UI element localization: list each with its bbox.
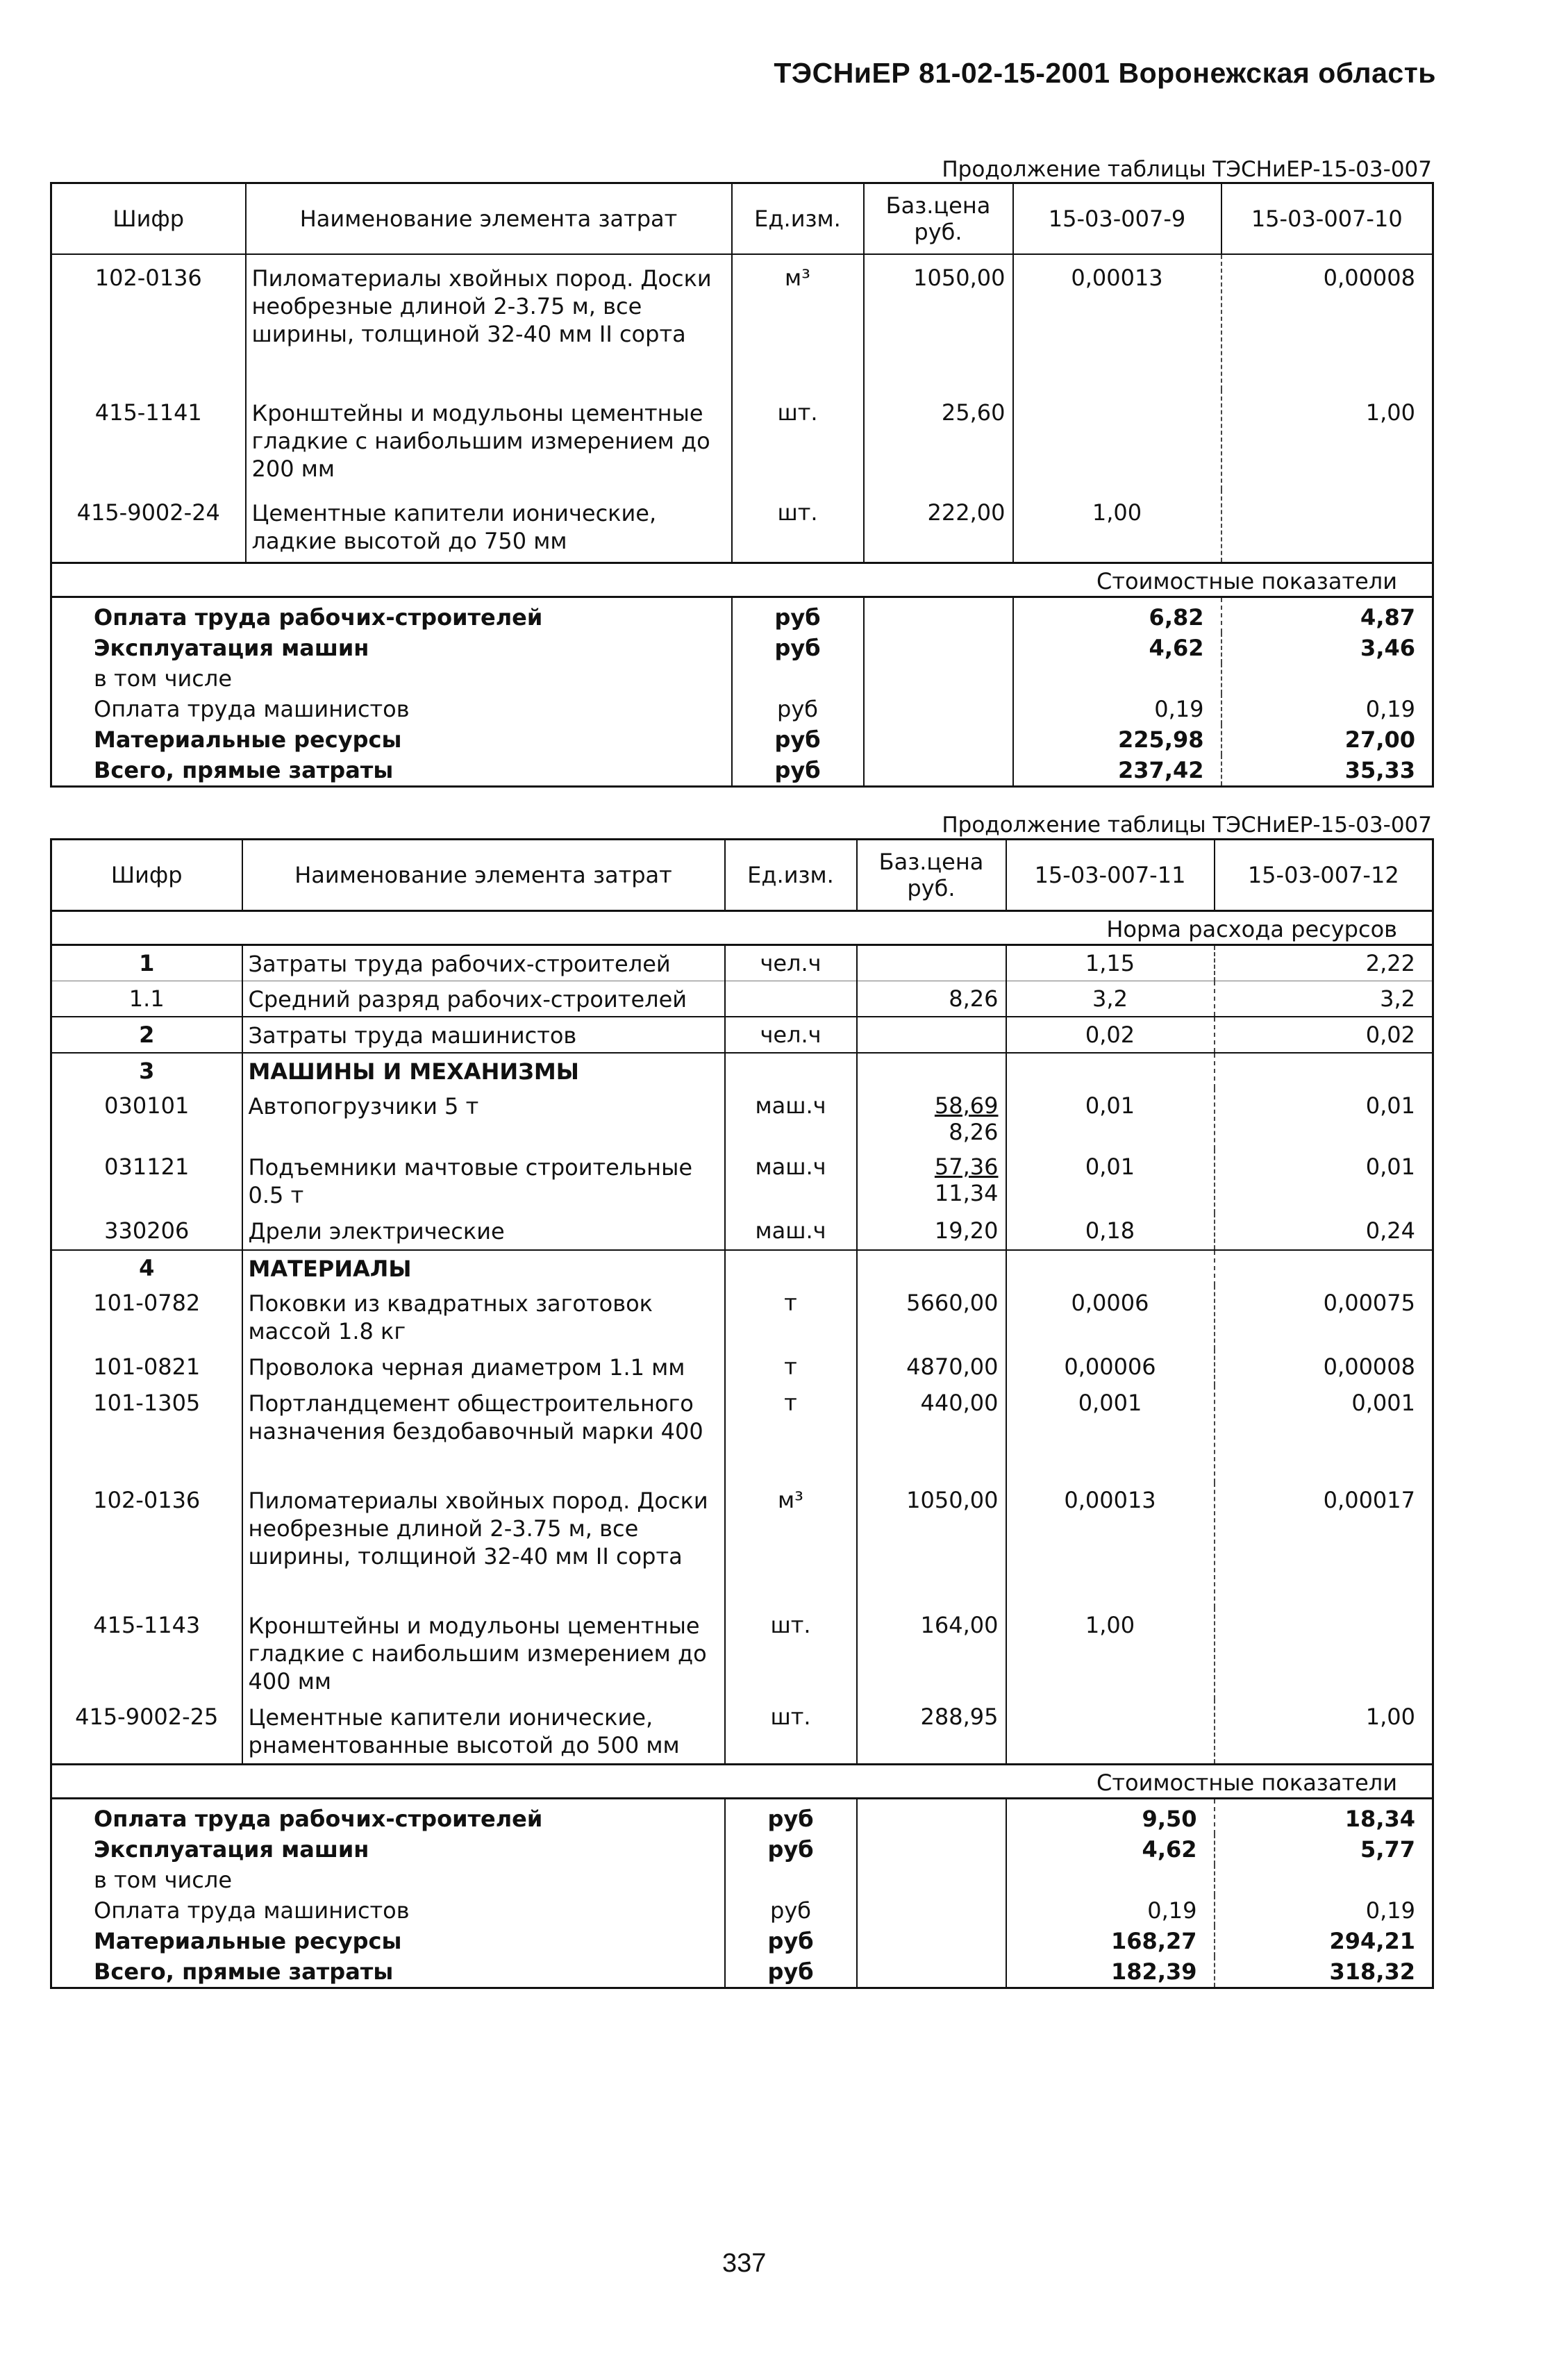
cost-name: Эксплуатация машин	[94, 635, 369, 661]
resource-name: Автопогрузчики 5 т	[242, 1088, 725, 1149]
cost-value-2	[1221, 663, 1433, 694]
resource-unit: маш.ч	[725, 1088, 857, 1149]
resource-unit: маш.ч	[725, 1149, 857, 1213]
cost-unit: руб	[732, 724, 864, 755]
empty-cell	[1006, 1250, 1215, 1285]
norm-value-1: 0,00013	[1006, 1483, 1215, 1608]
cost-price-empty	[857, 1834, 1006, 1865]
cost-indicators-row	[51, 1765, 1433, 1799]
norm-value-2	[1215, 1608, 1433, 1699]
resource-code: 2	[51, 1017, 242, 1053]
resource-code: 102-0136	[94, 265, 202, 291]
cost-value-2	[1215, 1865, 1433, 1895]
table-row	[51, 390, 1433, 490]
cost-indicators-row-label: Стоимостные показатели	[51, 1765, 1433, 1799]
norm-value-2: 0,01	[1215, 1088, 1433, 1149]
cost-row	[51, 1895, 1433, 1926]
resource-unit: шт.	[725, 1608, 857, 1699]
empty-cell	[1006, 1053, 1215, 1088]
cost-price-empty	[864, 694, 1013, 724]
cost-value-1: 0,19	[1006, 1895, 1215, 1926]
norm-value-2: 0,00008	[1221, 254, 1433, 390]
table-row	[51, 1088, 1433, 1149]
cost-unit: руб	[732, 633, 864, 663]
cost-value-2: 4,87	[1221, 597, 1433, 633]
page-header-title: ТЭСНиЕР 81-02-15-2001 Воронежская область	[774, 57, 1436, 89]
resource-unit: м³	[732, 254, 864, 390]
table-row	[51, 490, 1433, 563]
resource-name: Средний разряд рабочих-строителей	[242, 981, 725, 1017]
cost-row	[51, 694, 1433, 724]
cost-name: Оплата труда рабочих-строителей	[94, 1806, 543, 1832]
cost-unit: руб	[725, 1895, 857, 1926]
table-row	[51, 981, 1433, 1017]
resource-code: 101-0782	[93, 1290, 201, 1316]
resource-name: Кронштейны и модульоны цементные гладкие с наибольшим измерением до 400 мм	[242, 1608, 725, 1699]
resource-unit	[725, 981, 857, 1017]
table1-continuation-caption: Продолжение таблицы ТЭСНиЕР-15-03-007	[942, 157, 1432, 182]
cost-value-2: 318,32	[1215, 1956, 1433, 1988]
cost-row	[51, 1799, 1433, 1835]
cost-value-1: 4,62	[1006, 1834, 1215, 1865]
norm-value-1: 0,00006	[1006, 1349, 1215, 1385]
norm-value-1	[1013, 390, 1221, 490]
empty-cell	[725, 1053, 857, 1088]
section-name: МАТЕРИАЛЫ	[242, 1250, 725, 1285]
resource-price: 25,60	[864, 390, 1013, 490]
cost-row	[51, 1865, 1433, 1895]
norm-value-2: 0,00017	[1215, 1483, 1433, 1608]
resource-name: Дрели электрические	[242, 1213, 725, 1250]
table-row	[51, 945, 1433, 981]
cost-price-empty	[857, 1895, 1006, 1926]
cost-price-empty	[864, 597, 1013, 633]
empty-cell	[725, 1250, 857, 1285]
resource-name: Пиломатериалы хвойных пород. Доски необрезные длиной 2-3.75 м, все ширины, толщиной 32-40 мм II сорта	[242, 1483, 725, 1608]
cost-value-1: 182,39	[1006, 1956, 1215, 1988]
table-row	[51, 1349, 1433, 1385]
cost-indicators-row-label: Стоимостные показатели	[51, 563, 1433, 597]
cost-row	[51, 663, 1433, 694]
norm-value-1	[1006, 1699, 1215, 1765]
col-header-code: Шифр	[51, 183, 246, 255]
resource-name: Портландцемент общестроительного назначения бездобавочный марки 400	[242, 1385, 725, 1483]
norm-value-2: 0,00075	[1215, 1285, 1433, 1349]
resource-name: Подъемники мачтовые строительные 0.5 т	[242, 1149, 725, 1213]
cost-value-1: 237,42	[1013, 755, 1221, 787]
table-row	[51, 1213, 1433, 1250]
resource-price	[857, 1149, 1006, 1213]
resource-price: 1050,00	[864, 254, 1013, 390]
resource-price: 288,95	[857, 1699, 1006, 1765]
resource-unit: маш.ч	[725, 1213, 857, 1250]
table2-header-row	[51, 840, 1433, 911]
resource-code: 1	[51, 945, 242, 981]
resource-unit: т	[725, 1285, 857, 1349]
resource-price: 164,00	[857, 1608, 1006, 1699]
cost-value-2: 35,33	[1221, 755, 1433, 787]
resource-code: 1.1	[51, 981, 242, 1017]
resource-code: 102-0136	[93, 1487, 201, 1513]
empty-cell	[1215, 1053, 1433, 1088]
resource-code: 415-9002-25	[75, 1704, 219, 1730]
materials-section-row	[51, 1250, 1433, 1285]
cost-indicators-row	[51, 563, 1433, 597]
resource-price: 222,00	[864, 490, 1013, 563]
cost-name: Оплата труда рабочих-строителей	[94, 604, 543, 631]
norm-value-2: 2,22	[1215, 945, 1433, 981]
resource-price	[857, 1017, 1006, 1053]
cost-unit: руб	[725, 1926, 857, 1956]
page-number: 337	[722, 2249, 767, 2278]
col-header-name: Наименование элемента затрат	[246, 183, 732, 255]
norm-value-1: 0,0006	[1006, 1285, 1215, 1349]
cost-price-empty	[864, 663, 1013, 694]
section-code: 3	[51, 1053, 242, 1088]
cost-name: Оплата труда машинистов	[94, 1897, 410, 1924]
resource-code: 330206	[104, 1217, 190, 1244]
cost-value-2: 0,19	[1221, 694, 1433, 724]
resource-code: 101-1305	[93, 1390, 201, 1416]
col-header-unit: Ед.изм.	[725, 840, 857, 911]
cost-unit: руб	[732, 597, 864, 633]
table-row	[51, 254, 1433, 390]
empty-cell	[857, 1250, 1006, 1285]
norm-value-2: 1,00	[1215, 1699, 1433, 1765]
resource-code: 031121	[104, 1154, 190, 1180]
resource-table-1	[50, 182, 1434, 788]
cost-row	[51, 1834, 1433, 1865]
norm-value-2	[1221, 490, 1433, 563]
resource-price: 1050,00	[857, 1483, 1006, 1608]
cost-row	[51, 633, 1433, 663]
cost-value-1: 9,50	[1006, 1799, 1215, 1835]
col-header-norm-11: 15-03-007-11	[1006, 840, 1215, 911]
resource-unit: чел.ч	[725, 945, 857, 981]
resource-unit: шт.	[732, 490, 864, 563]
norm-value-1: 1,15	[1006, 945, 1215, 981]
cost-value-2: 0,19	[1215, 1895, 1433, 1926]
col-header-code: Шифр	[51, 840, 242, 911]
cost-name: Материальные ресурсы	[94, 1928, 402, 1954]
resource-price: 4870,00	[857, 1349, 1006, 1385]
col-header-norm-10: 15-03-007-10	[1221, 183, 1433, 255]
cost-value-1: 4,62	[1013, 633, 1221, 663]
cost-unit	[732, 663, 864, 694]
table-row	[51, 1699, 1433, 1765]
resource-name: Проволока черная диаметром 1.1 мм	[242, 1349, 725, 1385]
machinist-wage: 11,34	[934, 1180, 999, 1206]
norm-value-2: 0,00008	[1215, 1349, 1433, 1385]
resource-name: Цементные капители ионические, рнаментованные высотой до 500 мм	[242, 1699, 725, 1765]
cost-name: Эксплуатация машин	[94, 1836, 369, 1863]
cost-unit	[725, 1865, 857, 1895]
cost-price-empty	[864, 633, 1013, 663]
cost-unit: руб	[732, 755, 864, 787]
section-name: МАШИНЫ И МЕХАНИЗМЫ	[242, 1053, 725, 1088]
cost-unit: руб	[732, 694, 864, 724]
table-row	[51, 1385, 1433, 1483]
cost-name: в том числе	[94, 1867, 232, 1893]
section-code: 4	[51, 1250, 242, 1285]
cost-name: Всего, прямые затраты	[94, 1958, 394, 1985]
resource-code: 415-1143	[93, 1612, 201, 1638]
norm-value-1: 1,00	[1013, 490, 1221, 563]
cost-name: Материальные ресурсы	[94, 726, 402, 753]
resource-unit: чел.ч	[725, 1017, 857, 1053]
table-row	[51, 1608, 1433, 1699]
cost-value-2: 3,46	[1221, 633, 1433, 663]
col-header-price: Баз.цена руб.	[864, 183, 1013, 255]
norm-value-1: 0,01	[1006, 1088, 1215, 1149]
resource-unit: шт.	[732, 390, 864, 490]
cost-price-empty	[864, 724, 1013, 755]
cost-name: Оплата труда машинистов	[94, 696, 410, 722]
empty-cell	[1215, 1250, 1433, 1285]
cost-row	[51, 597, 1433, 633]
resource-name: Цементные капители ионические, ладкие высотой до 750 мм	[246, 490, 732, 563]
col-header-unit: Ед.изм.	[732, 183, 864, 255]
cost-row	[51, 724, 1433, 755]
cost-unit: руб	[725, 1956, 857, 1988]
resource-code: 030101	[104, 1092, 190, 1119]
machine-price: 58,69	[934, 1092, 999, 1119]
norm-value-1: 0,01	[1006, 1149, 1215, 1213]
cost-row	[51, 1926, 1433, 1956]
col-header-norm-12: 15-03-007-12	[1215, 840, 1433, 911]
norm-value-2: 0,02	[1215, 1017, 1433, 1053]
norm-label-row	[51, 911, 1433, 945]
cost-unit: руб	[725, 1834, 857, 1865]
norm-label-row-label: Норма расхода ресурсов	[51, 911, 1433, 945]
resource-unit: т	[725, 1349, 857, 1385]
resource-name: Затраты труда машинистов	[242, 1017, 725, 1053]
machines-section-row	[51, 1053, 1433, 1088]
cost-row	[51, 755, 1433, 787]
cost-row	[51, 1956, 1433, 1988]
cost-unit: руб	[725, 1799, 857, 1835]
norm-value-2: 1,00	[1221, 390, 1433, 490]
machine-price: 19,20	[934, 1217, 999, 1244]
cost-value-1	[1006, 1865, 1215, 1895]
cost-value-2: 18,34	[1215, 1799, 1433, 1835]
resource-code: 415-9002-24	[76, 499, 220, 526]
resource-unit: т	[725, 1385, 857, 1483]
cost-price-empty	[864, 755, 1013, 787]
norm-value-1: 0,00013	[1013, 254, 1221, 390]
cost-price-empty	[857, 1799, 1006, 1835]
resource-price	[857, 1088, 1006, 1149]
norm-value-2: 0,01	[1215, 1149, 1433, 1213]
cost-value-1	[1013, 663, 1221, 694]
resource-code: 101-0821	[93, 1354, 201, 1380]
resource-name: Кронштейны и модульоны цементные гладкие с наибольшим измерением до 200 мм	[246, 390, 732, 490]
resource-name: Затраты труда рабочих-строителей	[242, 945, 725, 981]
table-row	[51, 1285, 1433, 1349]
cost-name: Всего, прямые затраты	[94, 757, 394, 783]
resource-code: 415-1141	[94, 399, 202, 426]
empty-cell	[857, 1053, 1006, 1088]
resource-price	[857, 945, 1006, 981]
cost-value-2: 294,21	[1215, 1926, 1433, 1956]
table-row	[51, 1483, 1433, 1608]
resource-unit: м³	[725, 1483, 857, 1608]
norm-value-2: 3,2	[1215, 981, 1433, 1017]
cost-price-empty	[857, 1926, 1006, 1956]
col-header-name: Наименование элемента затрат	[242, 840, 725, 911]
cost-price-empty	[857, 1865, 1006, 1895]
machinist-wage: 8,26	[949, 1119, 999, 1145]
cost-value-2: 5,77	[1215, 1834, 1433, 1865]
resource-price: 8,26	[857, 981, 1006, 1017]
cost-value-2: 27,00	[1221, 724, 1433, 755]
resource-unit: шт.	[725, 1699, 857, 1765]
norm-value-1: 0,18	[1006, 1213, 1215, 1250]
norm-value-1: 0,02	[1006, 1017, 1215, 1053]
resource-price: 440,00	[857, 1385, 1006, 1483]
cost-value-1: 225,98	[1013, 724, 1221, 755]
col-header-norm-9: 15-03-007-9	[1013, 183, 1221, 255]
cost-name: в том числе	[94, 665, 232, 692]
col-header-price: Баз.цена руб.	[857, 840, 1006, 911]
cost-value-1: 0,19	[1013, 694, 1221, 724]
cost-value-1: 6,82	[1013, 597, 1221, 633]
resource-price	[857, 1213, 1006, 1250]
resource-price: 5660,00	[857, 1285, 1006, 1349]
norm-value-1: 3,2	[1006, 981, 1215, 1017]
table2-continuation-caption: Продолжение таблицы ТЭСНиЕР-15-03-007	[942, 813, 1432, 838]
table-row	[51, 1149, 1433, 1213]
norm-value-2: 0,001	[1215, 1385, 1433, 1483]
cost-value-1: 168,27	[1006, 1926, 1215, 1956]
table1-header-row	[51, 183, 1433, 255]
norm-value-1: 1,00	[1006, 1608, 1215, 1699]
cost-price-empty	[857, 1956, 1006, 1988]
resource-name: Поковки из квадратных заготовок массой 1.8 кг	[242, 1285, 725, 1349]
resource-name: Пиломатериалы хвойных пород. Доски необрезные длиной 2-3.75 м, все ширины, толщиной 32-40 мм II сорта	[246, 254, 732, 390]
machine-price: 57,36	[934, 1154, 999, 1180]
resource-table-2	[50, 838, 1434, 1989]
table-row	[51, 1017, 1433, 1053]
norm-value-1: 0,001	[1006, 1385, 1215, 1483]
norm-value-2: 0,24	[1215, 1213, 1433, 1250]
